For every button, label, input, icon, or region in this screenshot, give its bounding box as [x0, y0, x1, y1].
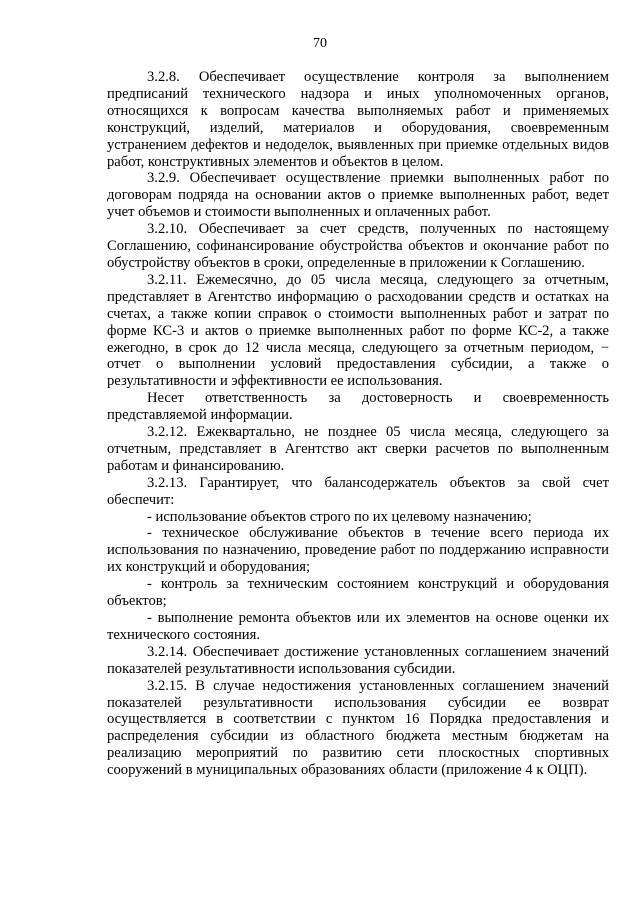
paragraph-3-2-15: 3.2.15. В случае недостижения установленных соглашением значений показателей результативности использования субсидии ее возврат осуществляется в соответствии с пунктом 16 Порядка предоставления и распределения субсидии из областного бюджета местным бюджетам на реализацию мероприятий по развитию сети плоскостных спортивных сооружений в муниципальных образованиях области (приложение 4 к ОЦП).: [107, 677, 609, 779]
paragraph-3-2-9: 3.2.9. Обеспечивает осуществление приемки выполненных работ по договорам подряда на основании актов о приемке выполненных работ, ведет учет объемов и стоимости выполненных и оплаченных работ.: [107, 170, 609, 221]
paragraph-3-2-12: 3.2.12. Ежеквартально, не позднее 05 числа месяца, следующего за отчетным, представляет в Агентство акт сверки расчетов по выполненным работам и финансированию.: [107, 424, 609, 474]
page-number: 70: [313, 36, 327, 51]
paragraph-responsibility: Несет ответственность за достоверность и своевременность представляемой информации.: [107, 390, 609, 424]
list-item: - выполнение ремонта объектов или их элементов на основе оценки их технического состояния.: [107, 610, 609, 643]
paragraph-3-2-10: 3.2.10. Обеспечивает за счет средств, полученных по настоящему Соглашению, софинансирование обустройства объектов и окончание работ по обустройству объектов в сроки, определенные в приложении к Соглашению.: [107, 221, 609, 271]
document-body: [107, 69, 609, 779]
list-item: - использование объектов строго по их целевому назначению;: [147, 508, 532, 525]
list-item: - контроль за техническим состоянием конструкций и оборудования объектов;: [107, 576, 609, 610]
paragraph-3-2-11: 3.2.11. Ежемесячно, до 05 числа месяца, следующего за отчетным, представляет в Агентство информацию о расходовании средств и остатках на счетах, а также копии справок о стоимости выполненных работ и затрат по форме КС-3 и актов о приемке выполненных работ по форме КС-2, а также ежегодно, в срок до 12 числа месяца, следующего за отчетным периодом, − отчет о выполнении условий предоставления субсидии, а также о результативности и эффективности ее использования.: [107, 271, 609, 390]
paragraph-3-2-13: 3.2.13. Гарантирует, что балансодержатель объектов за свой счет обеспечит:: [107, 474, 609, 508]
paragraph-3-2-14: 3.2.14. Обеспечивает достижение установленных соглашением значений показателей результативности использования субсидии.: [107, 643, 609, 677]
paragraph-3-2-8: 3.2.8. Обеспечивает осуществление контроля за выполнением предписаний технического надзора и иных уполномоченных органов, относящихся к вопросам качества выполняемых работ и применяемых конструкций, изделий, материалов и оборудования, своевременным устранением дефектов и недоделок, выявленных при приемке отдельных видов работ, конструктивных элементов и объектов в целом.: [107, 69, 609, 170]
list-item: - техническое обслуживание объектов в течение всего периода их использования по назначению, проведение работ по поддержанию исправности их конструкций и оборудования;: [107, 525, 609, 576]
